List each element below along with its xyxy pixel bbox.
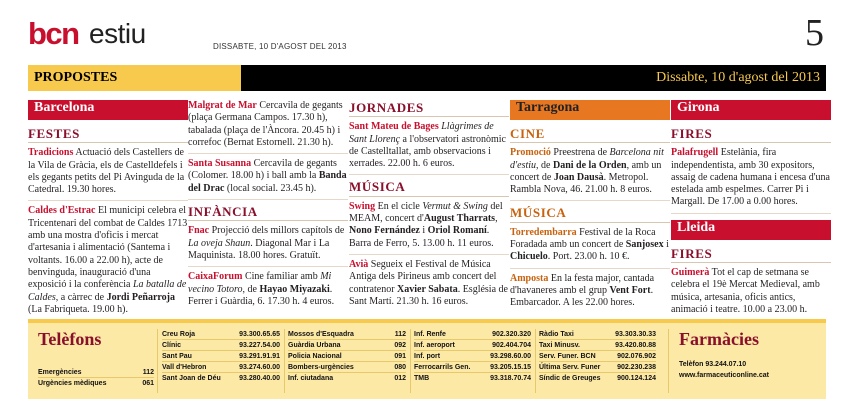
phone-number: 900.124.124: [617, 375, 656, 382]
list-item: [188, 271, 348, 312]
phone-row: [162, 362, 280, 373]
phone-label: TMB: [414, 375, 430, 382]
phone-label: Serv. Funer. BCN: [539, 353, 596, 360]
phone-table-emergencies: [38, 367, 154, 389]
farmacies-info: [679, 359, 769, 381]
item-italic: La oveja Shaun: [188, 237, 251, 249]
item-italic: Barcelona nit d'estiu: [510, 147, 664, 171]
item-name: Santa Susanna: [188, 158, 252, 170]
phone-row: [162, 351, 280, 362]
item-bold: Sanjosex: [625, 239, 664, 251]
phone-row: [38, 378, 154, 389]
phone-label: Mossos d'Esquadra: [288, 331, 354, 338]
list-item: [349, 121, 509, 175]
item-name: Torredembarra: [510, 226, 577, 238]
phone-table-transport: [414, 329, 531, 384]
item-bold: Hayao Miyazaki: [259, 283, 330, 295]
item-name: Promoció: [510, 147, 551, 159]
item-bold: Xavier Sabata: [397, 283, 458, 295]
column-girona-lleida: [671, 100, 831, 324]
item-text: . Port. 23.00 h. 10 €.: [547, 251, 630, 263]
item-text: , amb un concert de: [510, 159, 662, 183]
phone-row: [414, 329, 531, 340]
phone-label: Taxi Minusv.: [539, 342, 580, 349]
propostes-label-box: [28, 65, 241, 91]
divider: [668, 329, 669, 393]
section-title: estiu: [89, 18, 146, 49]
item-italic: Llàgrimes de Sant Llorenç: [349, 121, 494, 145]
item-bold: Chicuelo: [510, 251, 548, 263]
telefons-title: Telèfons: [38, 329, 102, 349]
phone-label: Inf. Renfe: [414, 331, 446, 338]
item-text: . Barra de Ferro, 5. 13.00 h. 11 euros.: [349, 225, 494, 249]
item-name: Malgrat de Mar: [188, 100, 257, 111]
divider: [410, 329, 411, 393]
phone-number: 092: [394, 342, 406, 349]
phone-row: [38, 367, 154, 378]
list-item: [188, 158, 348, 200]
propostes-label: PROPOSTES: [34, 70, 118, 85]
phone-row: [162, 373, 280, 384]
phone-row: [539, 340, 656, 351]
section-musica: MÚSICA: [349, 179, 509, 196]
phone-row: [414, 340, 531, 351]
item-name: CaixaForum: [188, 271, 243, 283]
column-3: [349, 100, 509, 316]
phone-label: Clínic: [162, 342, 182, 349]
item-text: Tot el cap de setmana se celebra el 19è Mercat Medieval, amb música, artesania, oficis antics, animació i teatre. 10.00 a 23.00 h.: [671, 267, 820, 315]
phone-row: [414, 373, 531, 384]
item-text: . Diagonal Mar i La Maquinista. 18.00 hores. Gratuït.: [188, 237, 330, 261]
phone-number: 93.291.91.91: [239, 353, 280, 360]
section-jornades: JORNADES: [349, 100, 509, 117]
phone-number: 93.280.40.00: [239, 375, 280, 382]
phone-number: 902.320.320: [492, 331, 531, 338]
item-name: Guimerà: [671, 267, 710, 279]
phone-number: 93.318.70.74: [490, 375, 531, 382]
item-text: Cercavila de gegants (Colomer. 18.00 h) i ball amb la: [188, 158, 337, 182]
item-text: (local social. 23.45 h).: [224, 182, 317, 194]
section-infancia: INFÀNCIA: [188, 204, 348, 221]
list-item: [671, 267, 831, 320]
item-text: Segueix el Festival de Música Antiga dels Pirineus amb concert del contratenor: [349, 258, 497, 295]
bar-date: Dissabte, 10 d'agost del 2013: [656, 70, 820, 85]
phone-number: 93.205.15.15: [490, 364, 531, 371]
phone-label: Inf. port: [414, 353, 441, 360]
phone-number: 012: [394, 375, 406, 382]
column-2: [188, 100, 348, 316]
phone-number: 091: [394, 353, 406, 360]
phone-row: [162, 329, 280, 340]
item-text: , de: [536, 159, 553, 171]
region-header-tarragona: Tarragona: [510, 100, 670, 120]
item-text: En la festa major, cantada d'havaneres amb el grup: [510, 272, 655, 296]
section-fires: FIRES: [671, 126, 831, 143]
list-item: [28, 147, 188, 201]
item-text: Cercavila de gegants (plaça Germana Campos. 17.30 h), tabalada (plaça de l'Àncora. 20.45 h) i correfoc (Bernat Estornell. 21.30 h).: [188, 100, 343, 148]
item-text: . Metropol. Rambla Nova, 46. 21.00 h. 8 euros.: [510, 171, 652, 196]
item-text: . Ferrer i Guàrdia, 6. 17.30 h. 4 euros.: [188, 283, 335, 307]
phone-label: Sant Joan de Déu: [162, 375, 221, 382]
list-item: [671, 147, 831, 213]
item-name: Palafrugell: [671, 147, 719, 159]
phone-label: Ferrocarrils Gen.: [414, 364, 471, 371]
phone-number: 93.303.30.33: [615, 331, 656, 338]
phone-number: 112: [142, 369, 154, 376]
region-header-lleida: Lleida: [671, 220, 831, 240]
item-name: Amposta: [510, 272, 549, 284]
phone-row: [539, 362, 656, 373]
phone-label: Sant Pau: [162, 353, 192, 360]
phone-number: 93.227.54.00: [239, 342, 280, 349]
item-text: i: [663, 239, 669, 251]
phone-row: [162, 340, 280, 351]
phone-number: 93.274.60.00: [239, 364, 280, 371]
phone-number: 93.298.60.00: [490, 353, 531, 360]
list-item: [28, 205, 188, 320]
list-item: [510, 147, 670, 201]
phone-label: Creu Roja: [162, 331, 196, 338]
region-header-girona: Girona: [671, 100, 831, 120]
list-item: [349, 259, 509, 312]
item-italic: Mi vecino Totoro: [188, 271, 332, 295]
phone-number: 112: [394, 331, 406, 338]
phone-row: [288, 362, 406, 373]
phone-number: 061: [142, 380, 154, 387]
section-musica: MÚSICA: [510, 205, 670, 222]
farmacies-web-link[interactable]: www.farmaceuticonline.cat: [679, 372, 769, 379]
phone-label: Última Serv. Funer: [539, 364, 601, 371]
item-text: Projecció dels millors capítols de: [211, 225, 345, 237]
list-item: [510, 227, 670, 269]
item-bold: Banda del Drac: [188, 170, 347, 194]
phone-number: 93.300.65.65: [239, 331, 280, 338]
item-text: ,: [495, 213, 498, 225]
item-text: Actuació dels Castellers de la Vila de Gràcia, els de Castelldefels i els gegants petits del Pi Avinguda de la Catedral. 19.30 hores.: [28, 147, 185, 196]
farmacies-phone: Telèfon 93.244.07.10: [679, 361, 747, 368]
phone-table-security: [288, 329, 406, 384]
masthead: [28, 14, 826, 54]
phone-row: [414, 351, 531, 362]
phone-label: Inf. aeroport: [414, 342, 455, 349]
item-text: . Església de Sant Martí. 21.30 h. 16 euros.: [349, 283, 508, 307]
phone-label: Ràdio Taxi: [539, 331, 574, 338]
column-tarragona: [510, 100, 670, 318]
item-text: Festival de la Roca Foradada amb un concert de: [510, 226, 656, 251]
item-name: Caldes d'Estrac: [28, 205, 96, 217]
phone-number: 93.420.80.88: [615, 342, 656, 349]
list-item: [188, 100, 348, 154]
phone-number: 902.076.902: [617, 353, 656, 360]
item-text: Estelània, fira independentista, amb 30 expositors, assaig de cadena humana i encesa d'una estelada amb espelmes. Carrer Pi i Margall. De 17.00 a 0.00 hores.: [671, 147, 830, 208]
phone-label: Bombers-urgències: [288, 364, 354, 371]
divider: [157, 329, 158, 393]
phone-number: 902.230.238: [617, 364, 656, 371]
phone-label: Policia Nacional: [288, 353, 342, 360]
item-name: Avià: [349, 258, 369, 270]
item-text: i: [419, 225, 428, 237]
item-text: , a càrrec de: [55, 291, 107, 303]
item-bold: Joan Dausà: [553, 171, 604, 183]
item-name: Tradicions: [28, 147, 74, 159]
item-text: En el cicle: [377, 200, 423, 212]
phone-number: 080: [394, 364, 406, 371]
phone-label: Urgències mèdiques: [38, 380, 107, 387]
item-italic: La batalla de Caldes: [28, 279, 187, 303]
item-text: , de: [242, 283, 260, 295]
phone-row: [414, 362, 531, 373]
phone-label: Guàrdia Urbana: [288, 342, 341, 349]
list-item: [349, 201, 509, 255]
phone-row: [539, 329, 656, 340]
phone-row: [288, 373, 406, 384]
phone-table-services: [539, 329, 656, 384]
column-barcelona: [28, 100, 188, 324]
item-text: a l'observatori astronòmic de Castelltallat, amb observacions i xerrades. 22.00 h. 6 euros.: [349, 133, 506, 170]
phone-label: Emergències: [38, 369, 82, 376]
phone-table-hospitals: [162, 329, 280, 384]
region-header-barcelona: Barcelona: [28, 100, 188, 120]
phone-row: [288, 340, 406, 351]
item-text: (La Fabriqueta. 19.00 h).: [28, 303, 128, 315]
phone-row: [288, 351, 406, 362]
section-cine: CINE: [510, 126, 670, 143]
phone-row: [288, 329, 406, 340]
propostes-bar: [28, 65, 826, 91]
phone-label: Inf. ciutadana: [288, 375, 334, 382]
item-bold: Vent Fort: [609, 284, 651, 296]
item-name: Sant Mateu de Bages: [349, 121, 439, 133]
item-bold: Jordi Peñarroja: [106, 291, 175, 303]
item-text: Cine familiar amb: [244, 271, 321, 283]
section-festes: FESTES: [28, 126, 188, 143]
phone-number: 902.404.704: [492, 342, 531, 349]
phone-label: Vall d'Hebron: [162, 364, 207, 371]
item-text: . Embarcador. A les 22.00 hores.: [510, 284, 654, 309]
divider: [284, 329, 285, 393]
divider: [535, 329, 536, 393]
phone-row: [539, 373, 656, 384]
item-bold: Dani de la Orden: [552, 159, 627, 171]
dateline: DISSABTE, 10 D'AGOST DEL 2013: [213, 42, 347, 51]
phone-label: Síndic de Greuges: [539, 375, 601, 382]
item-text: del MEAM, concert d': [349, 200, 503, 225]
page-number: 5: [805, 12, 824, 54]
list-item: [188, 225, 348, 267]
item-bold: Nono Fernández: [349, 225, 420, 237]
logo: bcn: [28, 16, 79, 51]
phone-row: [539, 351, 656, 362]
item-text: Preestrena de: [553, 147, 610, 159]
item-bold: Oriol Romaní: [427, 225, 487, 237]
farmacies-title: Farmàcies: [679, 329, 759, 349]
section-fires: FIRES: [671, 246, 831, 263]
item-bold: August Tharrats: [423, 213, 496, 225]
footer-phones: [28, 319, 826, 399]
item-italic: Vermut & Swing: [422, 200, 488, 212]
list-item: [510, 273, 670, 314]
item-name: Swing: [349, 200, 376, 212]
item-text: El municipi celebra el Tricentenari del combat de Caldes 1713 amb una mostra d'oficis i mercat d'artesania i alimentació (Santema i voltants. 16.00 a 22.00 h), acte de benvinguda, inauguració d'una exposició i la conferència: [28, 205, 188, 291]
item-name: Fnac: [188, 225, 210, 237]
